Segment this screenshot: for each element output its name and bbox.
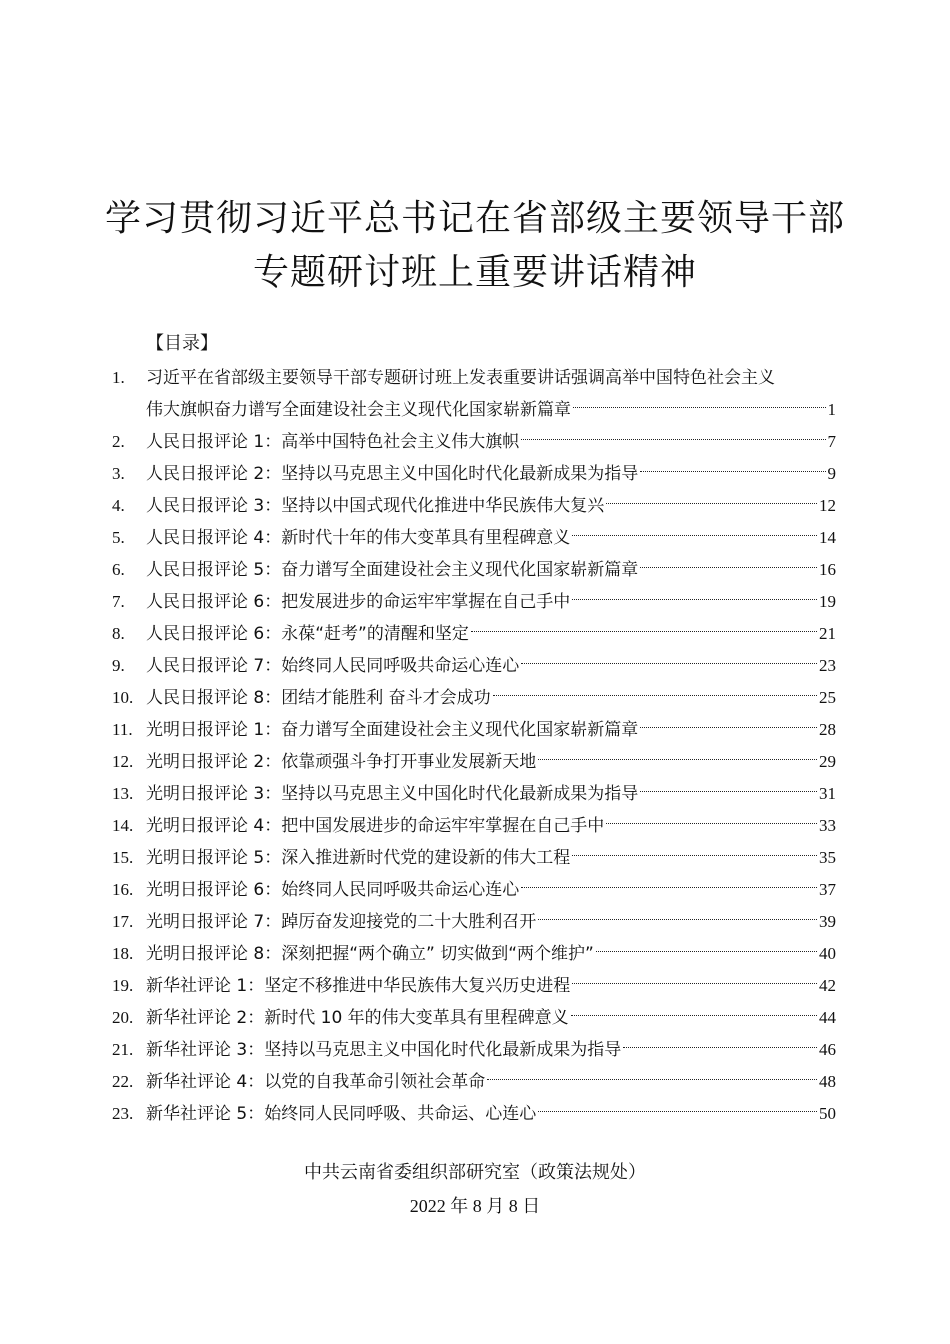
dot-leader: [521, 887, 817, 888]
toc-entry-title: 新华社评论 5：始终同人民同呼吸、共命运、心连心: [146, 1104, 537, 1124]
toc-entry-number: 19.: [112, 976, 134, 995]
toc-entry-title: 人民日报评论 5：奋力谱写全面建设社会主义现代化国家崭新篇章: [146, 560, 639, 580]
footer-organization: 中共云南省委组织部研究室（政策法规处）: [304, 1162, 646, 1183]
toc-entry-number: 14.: [112, 816, 134, 835]
dot-leader: [572, 855, 817, 856]
toc-entry-page: 23: [819, 656, 836, 675]
toc-entry-page: 35: [819, 848, 836, 867]
toc-entry-title: 光明日报评论 1：奋力谱写全面建设社会主义现代化国家崭新篇章: [146, 720, 639, 740]
document-title-line2: 专题研讨班上重要讲话精神: [252, 252, 697, 293]
dot-leader: [623, 1047, 817, 1048]
toc-entry-page: 33: [819, 816, 836, 835]
toc-entry[interactable]: [0, 490, 950, 522]
toc-entry-page: 42: [819, 976, 836, 995]
toc-entry[interactable]: [0, 938, 950, 970]
toc-entry-title: 伟大旗帜奋力谱写全面建设社会主义现代化国家崭新篇章: [146, 400, 571, 420]
dot-leader: [606, 503, 817, 504]
toc-entry[interactable]: [0, 906, 950, 938]
dot-leader: [538, 1111, 817, 1112]
toc-entry-number: 21.: [112, 1040, 134, 1059]
dot-leader: [471, 631, 817, 632]
toc-entry-title: 新华社评论 2：新时代 10 年的伟大变革具有里程碑意义: [146, 1008, 569, 1028]
toc-entry-title: 新华社评论 1：坚定不移推进中华民族伟大复兴历史进程: [146, 976, 571, 996]
toc-entry-title: 新华社评论 4：以党的自我革命引领社会革命: [146, 1072, 486, 1092]
toc-entry-page: 25: [819, 688, 836, 707]
toc-entry-title: 光明日报评论 6：始终同人民同呼吸共命运心连心: [146, 880, 520, 900]
dot-leader: [487, 1079, 817, 1080]
toc-entry-continued[interactable]: [0, 394, 950, 426]
toc-entry-number: 3.: [112, 464, 125, 483]
toc-entry-number: 9.: [112, 656, 125, 675]
toc-entry[interactable]: [0, 586, 950, 618]
toc-entry-number: 8.: [112, 624, 125, 643]
toc-entry[interactable]: [0, 1066, 950, 1098]
toc-entry-title-line1: 习近平在省部级主要领导干部专题研讨班上发表重要讲话强调高举中国特色社会主义: [146, 368, 775, 388]
dot-leader: [640, 567, 817, 568]
toc-entry[interactable]: [0, 650, 950, 682]
toc-entry-number: 17.: [112, 912, 134, 931]
toc-entry[interactable]: [0, 1002, 950, 1034]
dot-leader: [538, 919, 817, 920]
toc-entry[interactable]: [0, 874, 950, 906]
toc-entry-number: 16.: [112, 880, 134, 899]
toc-entry-title: 人民日报评论 4：新时代十年的伟大变革具有里程碑意义: [146, 528, 571, 548]
dot-leader: [640, 727, 817, 728]
toc-entry-page: 12: [819, 496, 836, 515]
toc-entry-page: 28: [819, 720, 836, 739]
toc-entry[interactable]: [0, 554, 950, 586]
toc-entry[interactable]: [0, 746, 950, 778]
toc-entry[interactable]: [0, 618, 950, 650]
toc-entry-title: 光明日报评论 7：踔厉奋发迎接党的二十大胜利召开: [146, 912, 537, 932]
toc-entry-page: 1: [827, 400, 836, 419]
dot-leader: [571, 1015, 817, 1016]
toc-entry-page: 40: [819, 944, 836, 963]
toc-entry-page: 50: [819, 1104, 836, 1123]
toc-entry-number: 5.: [112, 528, 125, 547]
toc-entry-number: 6.: [112, 560, 125, 579]
toc-entry-title: 光明日报评论 8：深刻把握“两个确立” 切实做到“两个维护”: [146, 944, 594, 964]
toc-entry-number: 22.: [112, 1072, 134, 1091]
toc-entry-page: 16: [819, 560, 836, 579]
toc-entry-page: 19: [819, 592, 836, 611]
toc-entry-page: 46: [819, 1040, 836, 1059]
toc-entry[interactable]: [0, 426, 950, 458]
toc-entry-number: 12.: [112, 752, 134, 771]
dot-leader: [606, 823, 817, 824]
toc-entry[interactable]: [0, 970, 950, 1002]
toc-entry-page: 7: [827, 432, 836, 451]
toc-entry-page: 48: [819, 1072, 836, 1091]
toc-entry-number: 15.: [112, 848, 134, 867]
toc-entry-title: 人民日报评论 3：坚持以中国式现代化推进中华民族伟大复兴: [146, 496, 605, 516]
dot-leader: [572, 983, 817, 984]
toc-entry-title: 光明日报评论 4：把中国发展进步的命运牢牢掌握在自己手中: [146, 816, 605, 836]
toc-entry-number: 10.: [112, 688, 134, 707]
toc-entry-page: 31: [819, 784, 836, 803]
toc-entry-number: 20.: [112, 1008, 134, 1027]
toc-entry-title: 人民日报评论 8：团结才能胜利 奋斗才会成功: [146, 688, 491, 708]
dot-leader: [640, 791, 817, 792]
toc-entry-title: 光明日报评论 3：坚持以马克思主义中国化时代化最新成果为指导: [146, 784, 639, 804]
dot-leader: [521, 663, 817, 664]
toc-entry[interactable]: [0, 362, 950, 394]
dot-leader: [493, 695, 817, 696]
toc-entry-title: 人民日报评论 6：永葆“赶考”的清醒和坚定: [146, 624, 469, 644]
toc-entry-page: 9: [827, 464, 836, 483]
toc-entry-title: 人民日报评论 2：坚持以马克思主义中国化时代化最新成果为指导: [146, 464, 639, 484]
footer-date: 2022 年 8 月 8 日: [409, 1196, 541, 1216]
toc-entry-page: 44: [819, 1008, 836, 1027]
toc-entry[interactable]: [0, 778, 950, 810]
dot-leader: [572, 599, 817, 600]
toc-entry-title: 人民日报评论 7：始终同人民同呼吸共命运心连心: [146, 656, 520, 676]
toc-heading: 【目录】: [146, 333, 218, 354]
toc-entry-page: 39: [819, 912, 836, 931]
toc-entry[interactable]: [0, 842, 950, 874]
toc-entry[interactable]: [0, 1098, 950, 1130]
toc-entry-page: 14: [819, 528, 836, 547]
toc-entry-title: 新华社评论 3：坚持以马克思主义中国化时代化最新成果为指导: [146, 1040, 622, 1060]
toc-entry-page: 29: [819, 752, 836, 771]
toc-entry-number: 2.: [112, 432, 125, 451]
toc-entry[interactable]: [0, 522, 950, 554]
toc-entry-number: 11.: [112, 720, 133, 739]
toc-entry[interactable]: [0, 714, 950, 746]
toc-entry[interactable]: [0, 458, 950, 490]
toc-entry-title: 光明日报评论 5：深入推进新时代党的建设新的伟大工程: [146, 848, 571, 868]
toc-entry-number: 18.: [112, 944, 134, 963]
dot-leader: [640, 471, 825, 472]
dot-leader: [538, 759, 817, 760]
toc-entry[interactable]: [0, 1034, 950, 1066]
toc-entry[interactable]: [0, 682, 950, 714]
toc-entry[interactable]: [0, 810, 950, 842]
document-title-line1: 学习贯彻习近平总书记在省部级主要领导干部: [104, 198, 845, 239]
toc-entry-number: 1.: [112, 368, 125, 387]
dot-leader: [573, 407, 826, 408]
toc-entry-number: 4.: [112, 496, 125, 515]
dot-leader: [521, 439, 825, 440]
toc-entry-number: 7.: [112, 592, 125, 611]
toc-entry-page: 37: [819, 880, 836, 899]
toc-entry-page: 21: [819, 624, 836, 643]
dot-leader: [596, 951, 817, 952]
toc-entry-number: 23.: [112, 1104, 134, 1123]
dot-leader: [572, 535, 817, 536]
toc-entry-title: 人民日报评论 1：高举中国特色社会主义伟大旗帜: [146, 432, 520, 452]
toc-entry-number: 13.: [112, 784, 134, 803]
toc-entry-title: 人民日报评论 6：把发展进步的命运牢牢掌握在自己手中: [146, 592, 571, 612]
toc-entry-title: 光明日报评论 2：依靠顽强斗争打开事业发展新天地: [146, 752, 537, 772]
